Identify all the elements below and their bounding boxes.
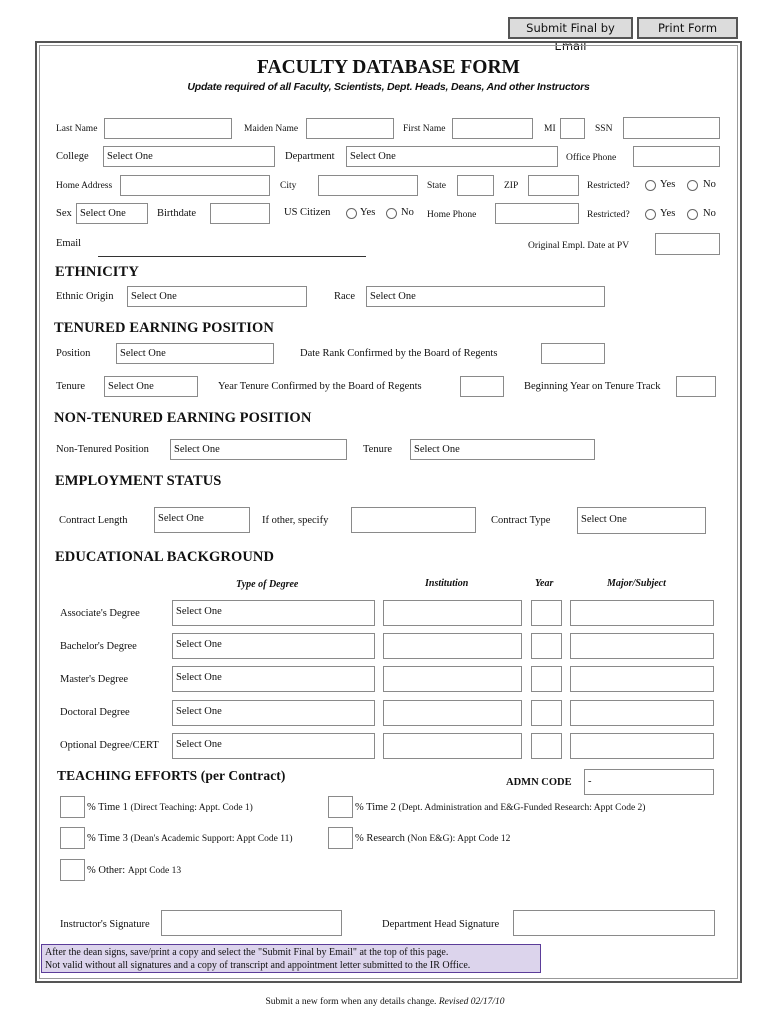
tenured-heading: TENURED EARNING POSITION <box>54 320 274 336</box>
time1-label <box>87 801 253 815</box>
restricted-2-no-radio[interactable] <box>687 209 698 220</box>
other-label <box>87 864 181 878</box>
restricted-2-yes-radio[interactable] <box>645 209 656 220</box>
year-input[interactable] <box>531 666 562 692</box>
time2-main: % Time 2 <box>355 802 399 813</box>
email-label: Email <box>56 238 82 249</box>
year-header: Year <box>535 578 554 589</box>
date-rank-label: Date Rank Confirmed by the Board of Regents <box>300 348 498 359</box>
restricted-yes-label: Yes <box>660 179 676 190</box>
first-name-input[interactable] <box>452 118 533 139</box>
degree-row-label: Optional Degree/CERT <box>60 740 159 751</box>
birthdate-label: Birthdate <box>157 208 197 219</box>
dept-head-signature-input[interactable] <box>513 910 715 936</box>
restricted-2-no-label: No <box>703 208 716 219</box>
degree-type-select[interactable]: Select One <box>172 700 375 726</box>
education-heading: EDUCATIONAL BACKGROUND <box>55 549 275 565</box>
beginning-year-label: Beginning Year on Tenure Track <box>524 381 661 392</box>
mi-input[interactable] <box>560 118 585 139</box>
year-tenure-input[interactable] <box>460 376 504 397</box>
home-address-label: Home Address <box>56 181 113 191</box>
us-citizen-no-label: No <box>401 207 414 218</box>
time2-label <box>355 801 645 815</box>
other-main: % Other: <box>87 865 128 876</box>
contract-length-select[interactable]: Select One <box>154 507 250 533</box>
degree-type-select[interactable]: Select One <box>172 633 375 659</box>
contract-type-select[interactable]: Select One <box>577 507 706 534</box>
time1-sub: (Direct Teaching: Appt. Code 1) <box>130 803 253 813</box>
major-input[interactable] <box>570 700 714 726</box>
restricted-yes-radio[interactable] <box>645 180 656 191</box>
state-label: State <box>427 181 446 191</box>
restricted-label-2: Restricted? <box>587 210 630 220</box>
degree-row-label: Master's Degree <box>60 674 129 685</box>
instructor-signature-label: Instructor's Signature <box>60 919 150 930</box>
research-label <box>355 832 510 846</box>
time3-input[interactable] <box>60 827 85 849</box>
teaching-heading: TEACHING EFFORTS (per Contract) <box>57 768 286 783</box>
if-other-input[interactable] <box>351 507 476 533</box>
position-select[interactable]: Select One <box>116 343 274 364</box>
degree-type-select[interactable]: Select One <box>172 666 375 692</box>
tenure-label: Tenure <box>56 381 85 392</box>
city-label: City <box>280 181 297 191</box>
footer-revised: Revised 02/17/10 <box>438 997 505 1007</box>
research-main: % Research <box>355 833 408 844</box>
institution-header: Institution <box>425 578 469 589</box>
major-header: Major/Subject <box>607 578 666 589</box>
birthdate-input[interactable] <box>210 203 270 224</box>
admn-code-label: ADMN CODE <box>506 777 572 788</box>
ethnicity-heading: ETHNICITY <box>55 264 139 280</box>
year-tenure-label: Year Tenure Confirmed by the Board of Regents <box>218 381 422 392</box>
dept-head-signature-label: Department Head Signature <box>382 919 500 930</box>
footer <box>0 997 770 1007</box>
research-sub: (Non E&G): Appt Code 12 <box>407 834 511 844</box>
employment-heading: EMPLOYMENT STATUS <box>55 473 222 489</box>
submission-notice <box>41 944 541 973</box>
zip-input[interactable] <box>528 175 579 196</box>
orig-empl-date-input[interactable] <box>655 233 720 255</box>
restricted-label: Restricted? <box>587 181 630 191</box>
position-label: Position <box>56 348 91 359</box>
institution-input[interactable] <box>383 700 522 726</box>
race-label: Race <box>334 291 355 302</box>
tenure-select[interactable]: Select One <box>104 376 198 397</box>
year-input[interactable] <box>531 700 562 726</box>
time3-main: % Time 3 <box>87 833 131 844</box>
submit-final-by-email-button[interactable]: Submit Final by Email <box>508 17 633 39</box>
mi-label: MI <box>544 124 556 134</box>
ssn-input[interactable] <box>623 117 720 139</box>
college-select[interactable]: Select One <box>103 146 275 167</box>
time3-label <box>87 832 293 846</box>
date-rank-input[interactable] <box>541 343 605 364</box>
major-input[interactable] <box>570 600 714 626</box>
type-of-degree-header: Type of Degree <box>236 579 299 590</box>
beginning-year-input[interactable] <box>676 376 716 397</box>
maiden-name-input[interactable] <box>306 118 394 139</box>
us-citizen-label: US Citizen <box>284 207 331 218</box>
footer-text: Submit a new form when any details change. <box>265 997 439 1007</box>
restricted-no-label: No <box>703 179 716 190</box>
page-title: FACULTY DATABASE FORM <box>257 57 520 78</box>
nontenured-position-label: Non-Tenured Position <box>56 444 149 455</box>
city-input[interactable] <box>318 175 418 196</box>
nontenured-position-select[interactable]: Select One <box>170 439 347 460</box>
notice-line-1: After the dean signs, save/print a copy and select the "Submit Final by Email" at the top of this page. <box>45 947 449 958</box>
research-input[interactable] <box>328 827 353 849</box>
other-input[interactable] <box>60 859 85 881</box>
year-input[interactable] <box>531 733 562 759</box>
print-form-button[interactable]: Print Form <box>637 17 738 39</box>
nontenured-heading: NON-TENURED EARNING POSITION <box>54 410 312 426</box>
year-input[interactable] <box>531 600 562 626</box>
institution-input[interactable] <box>383 666 522 692</box>
other-sub: Appt Code 13 <box>127 866 182 876</box>
email-input[interactable] <box>98 256 366 257</box>
last-name-label: Last Name <box>56 124 98 134</box>
ethnic-origin-select[interactable]: Select One <box>127 286 307 307</box>
home-phone-input[interactable] <box>495 203 579 224</box>
if-other-label: If other, specify <box>262 515 329 526</box>
time3-sub: (Dean's Academic Support: Appt Code 11) <box>130 834 293 844</box>
major-input[interactable] <box>570 733 714 759</box>
institution-input[interactable] <box>383 733 522 759</box>
contract-length-label: Contract Length <box>59 515 128 526</box>
first-name-label: First Name <box>403 124 446 134</box>
maiden-name-label: Maiden Name <box>244 124 299 134</box>
orig-empl-date-label: Original Empl. Date at PV <box>528 241 630 251</box>
us-citizen-yes-radio[interactable] <box>346 208 357 219</box>
state-input[interactable] <box>457 175 494 196</box>
degree-row-label: Associate's Degree <box>60 608 140 619</box>
degree-row-label: Bachelor's Degree <box>60 641 137 652</box>
instructor-signature-input[interactable] <box>161 910 342 936</box>
major-input[interactable] <box>570 666 714 692</box>
ssn-label: SSN <box>595 124 613 134</box>
us-citizen-no-radio[interactable] <box>386 208 397 219</box>
department-select[interactable]: Select One <box>346 146 558 167</box>
sex-label: Sex <box>56 208 72 219</box>
major-input[interactable] <box>570 633 714 659</box>
time2-input[interactable] <box>328 796 353 818</box>
degree-type-select[interactable]: Select One <box>172 733 375 759</box>
degree-type-select[interactable]: Select One <box>172 600 375 626</box>
institution-input[interactable] <box>383 600 522 626</box>
us-citizen-yes-label: Yes <box>360 207 376 218</box>
time1-main: % Time 1 <box>87 802 131 813</box>
notice-line-2: Not valid without all signatures and a copy of transcript and appointment letter submitted to the IR Office. <box>45 960 471 971</box>
nontenured-tenure-select[interactable]: Select One <box>410 439 595 460</box>
college-label: College <box>56 151 89 162</box>
ethnic-origin-label: Ethnic Origin <box>56 291 114 302</box>
degree-row-label: Doctoral Degree <box>60 707 130 718</box>
last-name-input[interactable] <box>104 118 232 139</box>
contract-type-label: Contract Type <box>491 515 551 526</box>
time1-input[interactable] <box>60 796 85 818</box>
restricted-2-yes-label: Yes <box>660 208 676 219</box>
time2-sub: (Dept. Administration and E&G-Funded Research: Appt Code 2) <box>398 803 646 813</box>
race-select[interactable]: Select One <box>366 286 605 307</box>
office-phone-input[interactable] <box>633 146 720 167</box>
zip-label: ZIP <box>504 181 519 191</box>
page-subtitle: Update required of all Faculty, Scientists, Dept. Heads, Deans, And other Instructors <box>187 81 590 93</box>
home-address-input[interactable] <box>120 175 270 196</box>
restricted-no-radio[interactable] <box>687 180 698 191</box>
department-label: Department <box>285 151 335 162</box>
home-phone-label: Home Phone <box>427 210 477 220</box>
sex-select[interactable]: Select One <box>76 203 148 224</box>
nontenured-tenure-label: Tenure <box>363 444 392 455</box>
office-phone-label: Office Phone <box>566 153 617 163</box>
institution-input[interactable] <box>383 633 522 659</box>
admn-code-input[interactable]: - <box>584 769 714 795</box>
year-input[interactable] <box>531 633 562 659</box>
